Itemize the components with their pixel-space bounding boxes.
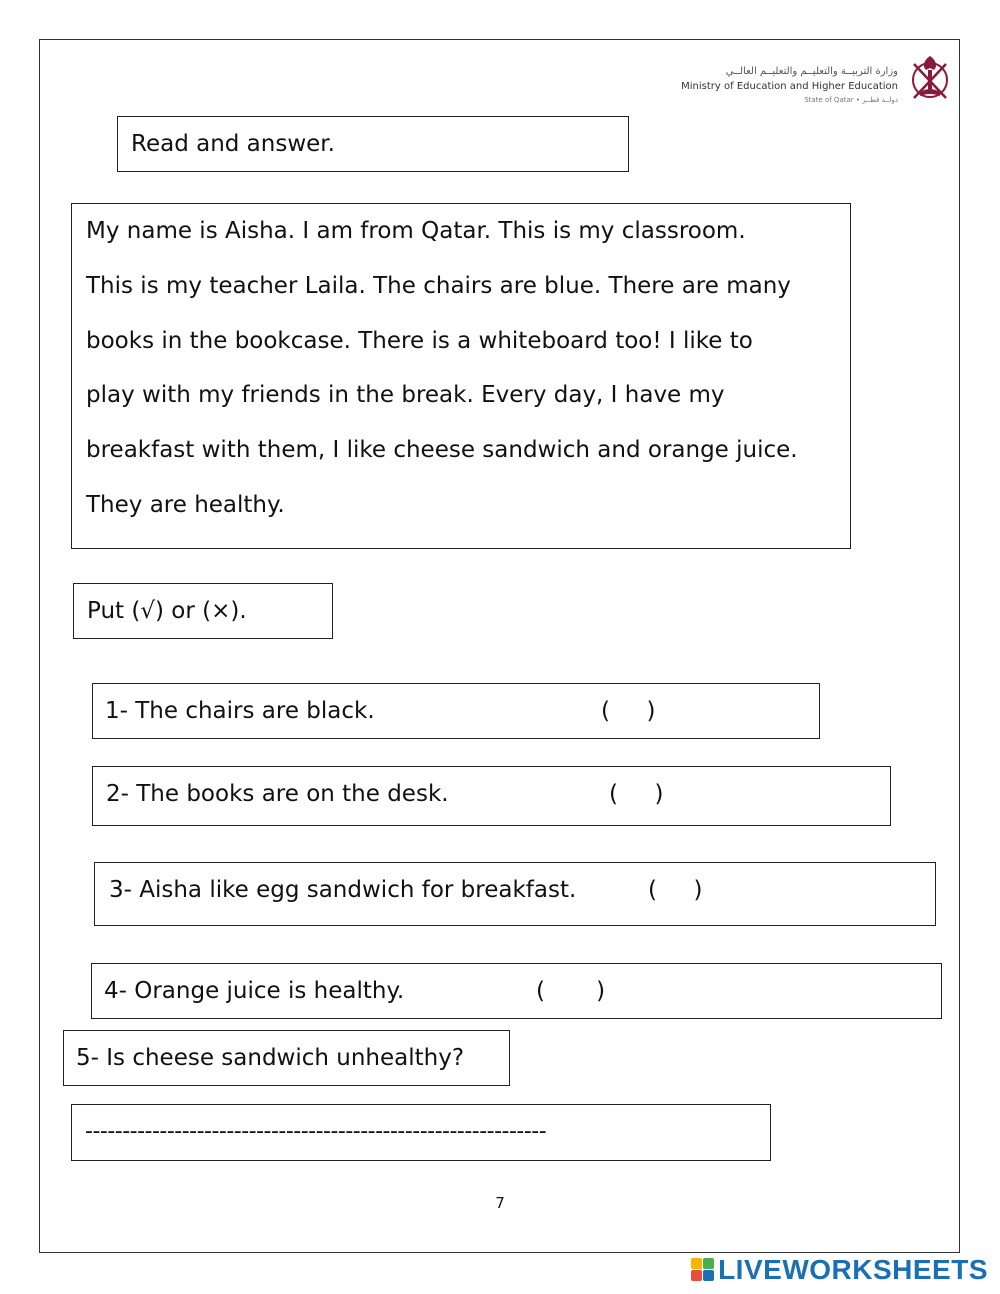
liveworksheets-logo-icon — [691, 1258, 715, 1282]
answer-bracket-2[interactable]: ( ) — [609, 781, 664, 807]
page-number: 7 — [495, 1194, 505, 1212]
state-label: State of Qatar • دولــة قطــر — [804, 96, 898, 104]
reading-passage — [71, 203, 851, 549]
ministry-english-name: Ministry of Education and Higher Education — [681, 81, 898, 92]
question-1-text: 1- The chairs are black. — [105, 698, 375, 724]
question-4-box — [91, 963, 942, 1019]
question-4-text: 4- Orange juice is healthy. — [104, 978, 405, 1004]
question-3-box — [94, 862, 936, 926]
question-3-text: 3- Aisha like egg sandwich for breakfast. — [109, 877, 577, 903]
ministry-logo — [681, 50, 954, 110]
instruction-tick-box — [73, 583, 333, 639]
instruction-read: Read and answer. — [131, 131, 335, 157]
answer-bracket-3[interactable]: ( ) — [648, 877, 703, 903]
answer-bracket-4[interactable]: ( ) — [536, 978, 606, 1004]
liveworksheets-brand — [691, 1253, 988, 1287]
question-5-text: 5- Is cheese sandwich unhealthy? — [76, 1045, 465, 1071]
passage-line: This is my teacher Laila. The chairs are blue. There are many — [86, 273, 791, 299]
qatar-emblem-icon — [906, 50, 954, 108]
passage-line: They are healthy. — [86, 492, 285, 518]
question-2-text: 2- The books are on the desk. — [106, 781, 449, 807]
question-2-box — [92, 766, 891, 826]
answer-box[interactable] — [71, 1104, 771, 1161]
passage-line: My name is Aisha. I am from Qatar. This is my classroom. — [86, 218, 746, 244]
liveworksheets-text: LIVEWORKSHEETS — [718, 1254, 988, 1285]
instruction-read-box — [117, 116, 629, 172]
answer-bracket-1[interactable]: ( ) — [601, 698, 656, 724]
question-5-box — [63, 1030, 510, 1086]
passage-line: books in the bookcase. There is a whiteboard too! I like to — [86, 328, 753, 354]
answer-dashes: -------------------------------------------------------------- — [85, 1119, 547, 1144]
instruction-tick: Put (√) or (×). — [87, 598, 247, 624]
ministry-arabic-name: وزارة التربيــة والتعليــم والتعليــم العالــي — [725, 66, 898, 77]
passage-line: breakfast with them, I like cheese sandwich and orange juice. — [86, 437, 798, 463]
question-1-box — [92, 683, 820, 739]
passage-line: play with my friends in the break. Every day, I have my — [86, 382, 725, 408]
